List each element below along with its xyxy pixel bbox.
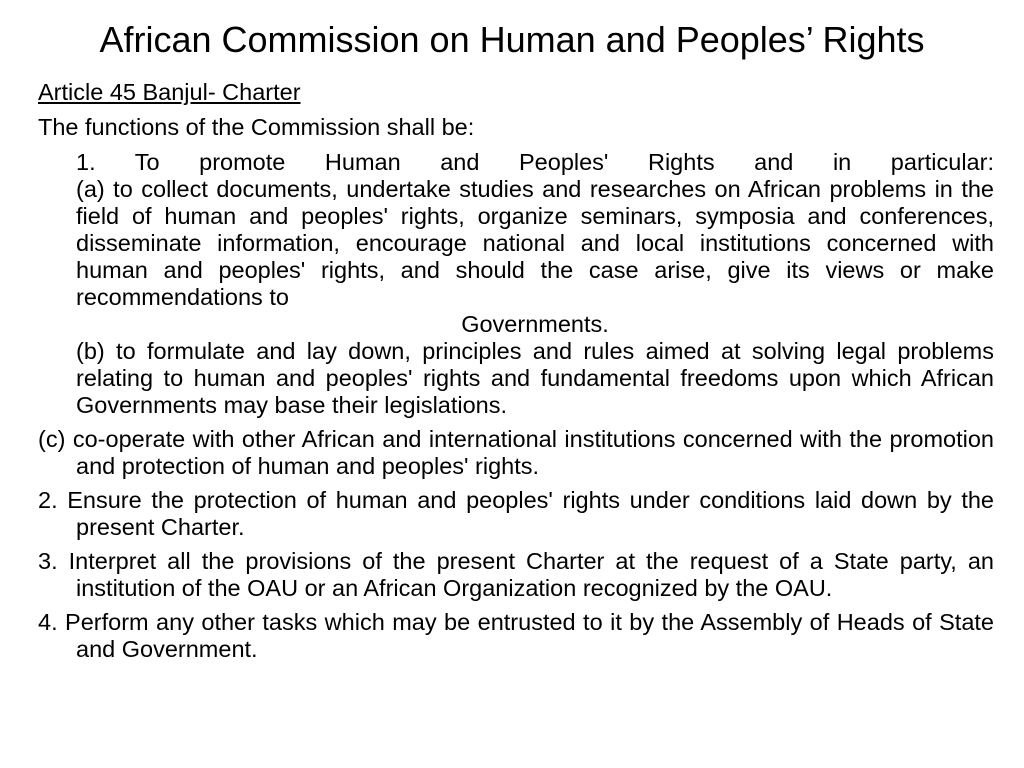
- slide-body: [38, 79, 994, 670]
- article-subheading: Article 45 Banjul- Charter: [38, 79, 301, 105]
- function-item-3: 3. Interpret all the provisions of the present Charter at the request of a State party, an institution of the OAU or an African Organization recognized by the OAU.: [38, 548, 994, 601]
- function-item-2: 2. Ensure the protection of human and peoples' rights under conditions laid down by the present Charter.: [38, 487, 994, 540]
- function-item-1-lead: 1. To promote Human and Peoples' Rights and in particular:: [76, 149, 994, 175]
- function-item-1a: [38, 176, 994, 419]
- function-item-1c: (c) co-operate with other African and international institutions concerned with the promotion and protection of human and peoples' rights.: [38, 426, 994, 479]
- function-item-1a-body: (a) to collect documents, undertake studies and researches on African problems in the field of human and peoples' rights, organize seminars, symposia and conferences, disseminate information, encourage national and local institutions concerned with human and peoples' rights, and should the case arise, give its views or make recommendations to: [76, 176, 994, 310]
- function-item-1a-text: [76, 176, 994, 338]
- function-item-1: [38, 149, 994, 176]
- function-item-1a-end: Governments.: [461, 311, 609, 337]
- function-item-4: 4. Perform any other tasks which may be entrusted to it by the Assembly of Heads of State and Government.: [38, 609, 994, 662]
- slide-title: African Commission on Human and Peoples’ Rights: [99, 19, 925, 60]
- intro-text: The functions of the Commission shall be:: [38, 114, 475, 140]
- function-item-1b-text: (b) to formulate and lay down, principles and rules aimed at solving legal problems relating to human and peoples' rights and fundamental freedoms upon which African Governments may base their legislations.: [76, 338, 994, 418]
